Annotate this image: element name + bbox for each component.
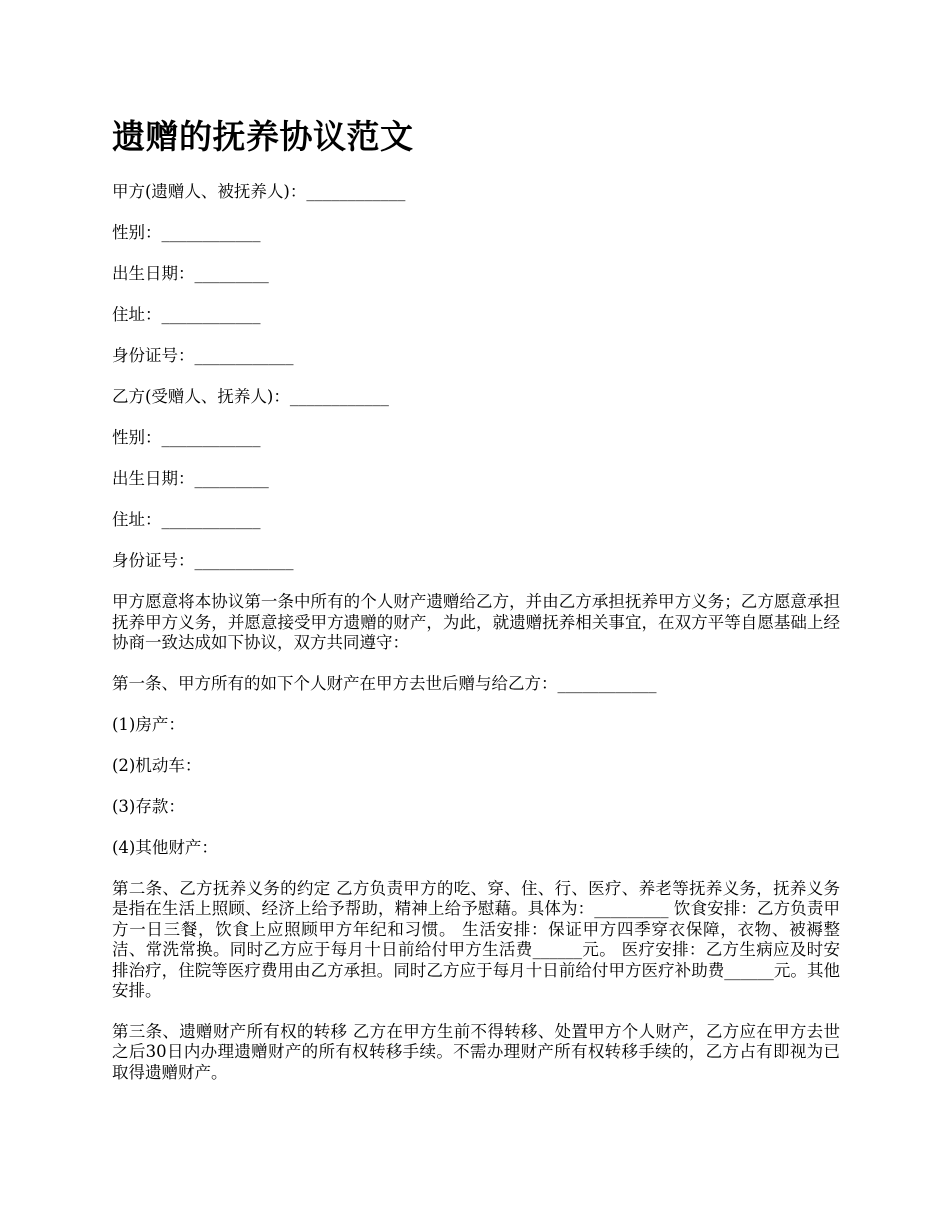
article-1-item-vehicle: (2)机动车： (112, 755, 202, 775)
party-a-gender-field: 性别：____________ (112, 223, 261, 242)
party-a-address-field: 住址：____________ (112, 305, 261, 324)
party-b-birth-date-field: 出生日期：_________ (112, 469, 269, 488)
party-b-id-number-field: 身份证号：____________ (112, 551, 294, 570)
article-1-item-house: (1)房产： (112, 714, 185, 734)
party-a-header: 甲方(遗赠人、被抚养人)：____________ (112, 182, 406, 201)
party-b-address-field: 住址：____________ (112, 510, 261, 529)
article-2-paragraph: 第二条、乙方抚养义务的约定 乙方负责甲方的吃、穿、住、行、医疗、养老等抚养义务，抚养义务是指在生活上照顾、经济上给予帮助，精神上给予慰藉。具体为：_________ 饮食安排：乙方负责甲方一日三餐，饮食上应照顾甲方年纪和习惯。 生活安排：保证甲方四季穿衣保障，衣物、被褥整洁、常洗常换。同时乙方应于每月十日前给付甲方生活费______元。 医疗安排：乙方生病应及时安排治疗，住院等医疗费用由乙方承担。同时乙方应于每月十日前给付甲方医疗补助费______元。其他安排。 (112, 878, 840, 1000)
party-b-header: 乙方(受赠人、抚养人)：____________ (112, 387, 389, 406)
article-3-paragraph: 第三条、遗赠财产所有权的转移 乙方在甲方生前不得转移、处置甲方个人财产，乙方应在甲方去世之后30日内办理遗赠财产的所有权转移手续。不需办理财产所有权转移手续的，乙方占有即视为已取得遗赠财产。 (112, 1021, 840, 1082)
article-1-item-deposits: (3)存款： (112, 796, 185, 816)
article-1-item-other-property: (4)其他财产： (112, 837, 218, 857)
party-a-birth-date-field: 出生日期：_________ (112, 264, 269, 283)
party-b-gender-field: 性别：____________ (112, 428, 261, 447)
party-a-id-number-field: 身份证号：____________ (112, 346, 294, 365)
article-1-heading: 第一条、甲方所有的如下个人财产在甲方去世后赠与给乙方：____________ (112, 673, 657, 693)
document-title: 遗赠的抚养协议范文 (112, 117, 414, 156)
document-body (112, 112, 840, 1103)
preamble-paragraph: 甲方愿意将本协议第一条中所有的个人财产遗赠给乙方，并由乙方承担抚养甲方义务；乙方愿意承担抚养甲方义务，并愿意接受甲方遗赠的财产，为此，就遗赠抚养相关事宜，在双方平等自愿基础上经协商一致达成如下协议，双方共同遵守： (112, 592, 840, 652)
